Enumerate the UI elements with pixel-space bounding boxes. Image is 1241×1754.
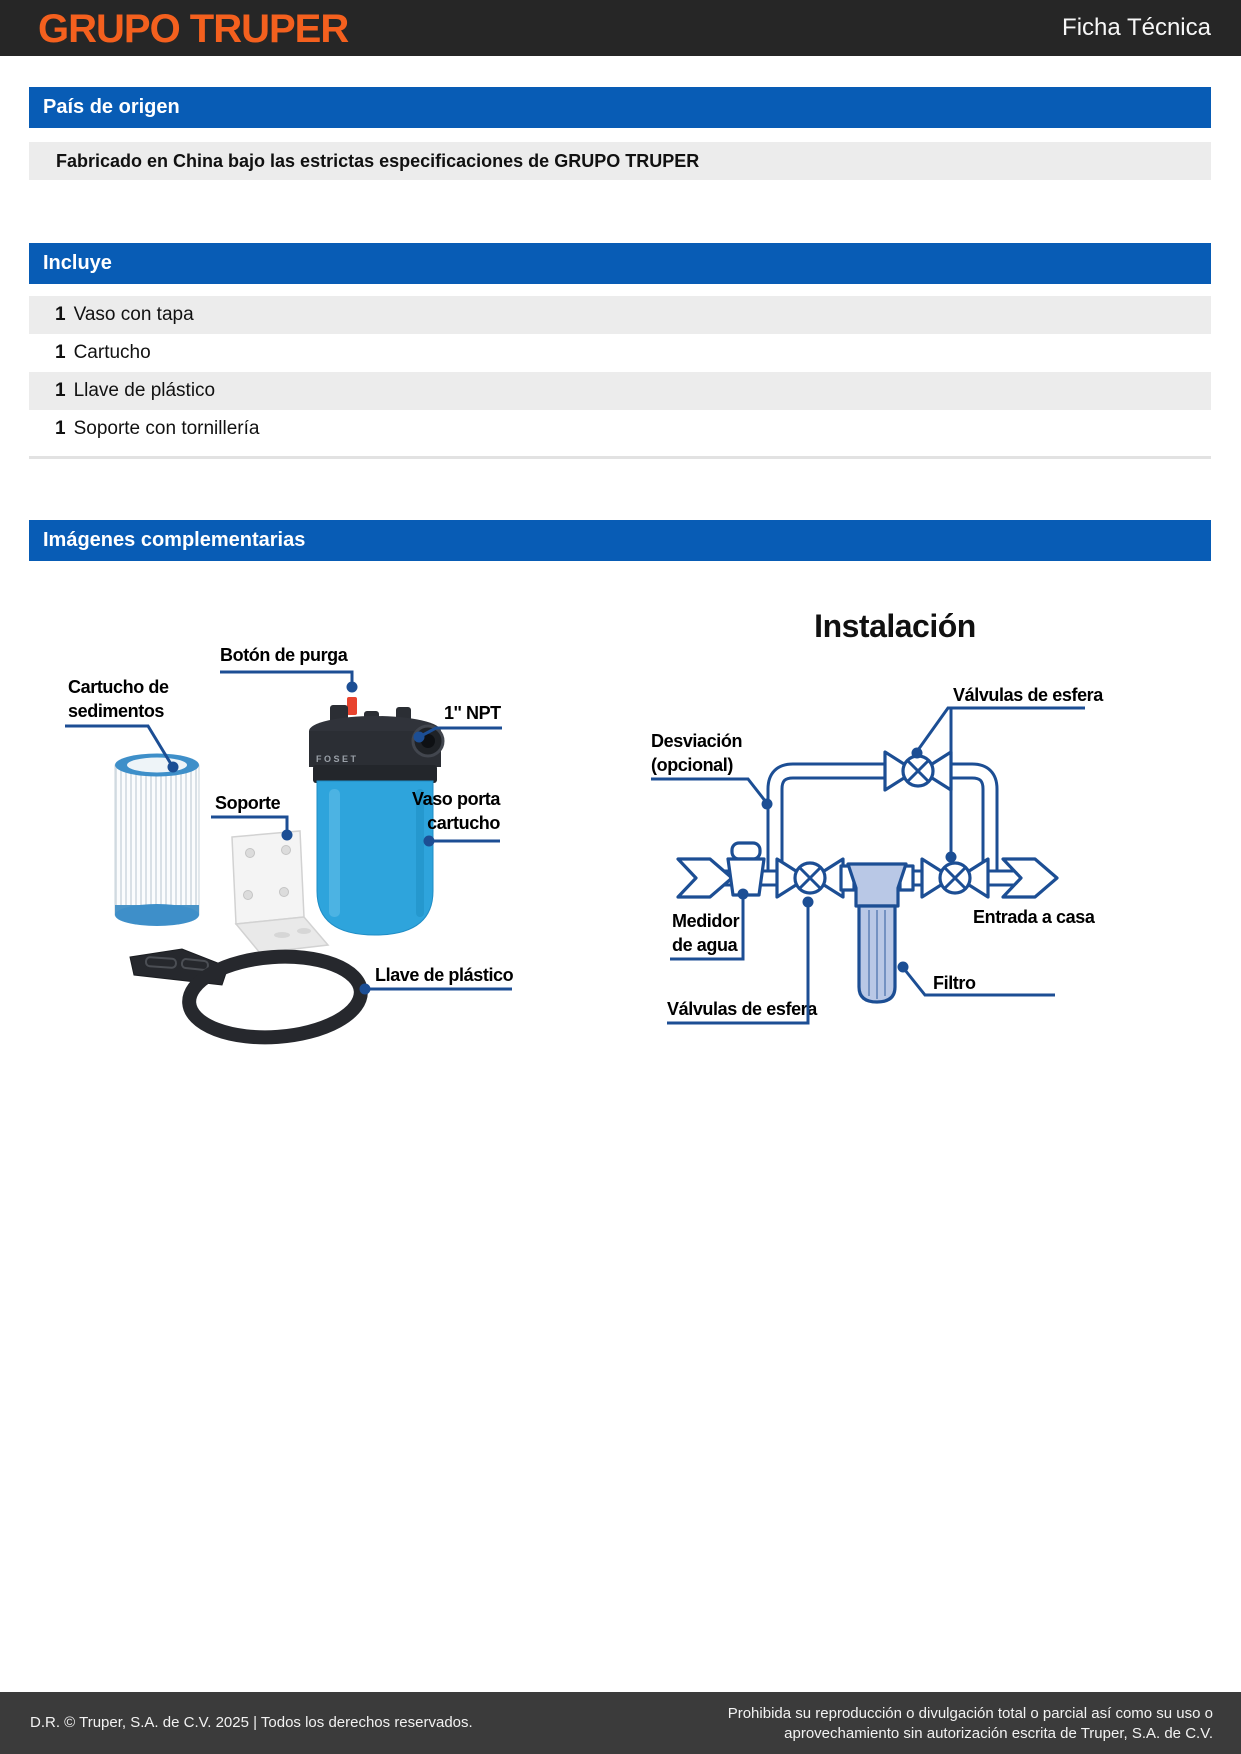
- cartridge-body: [115, 765, 199, 915]
- leader-line: [905, 970, 1055, 995]
- item-label: Cartucho: [73, 342, 151, 363]
- cartridge-bottom-cap: [115, 904, 199, 926]
- ball-valve-right: [922, 859, 988, 897]
- label-meter-line1: Medidor: [672, 911, 740, 931]
- label-vessel-line2: cartucho: [427, 813, 500, 833]
- callout-entry: [973, 907, 1096, 927]
- item-qty: 1: [55, 380, 66, 401]
- brand-logo: GRUPO TRUPER: [38, 7, 349, 51]
- label-cartridge-line2: sedimentos: [68, 701, 165, 721]
- label-meter-line2: de agua: [672, 935, 738, 955]
- leader-line: [651, 779, 766, 802]
- leader-dot: [424, 836, 435, 847]
- header-bar: [0, 0, 1241, 56]
- item-qty: 1: [55, 304, 66, 325]
- water-meter-symbol: [728, 843, 764, 895]
- label-filter: Filtro: [933, 973, 976, 993]
- wrench-ring: [186, 951, 363, 1043]
- filter-symbol: [841, 864, 913, 1002]
- footer-copyright: D.R. © Truper, S.A. de C.V. 2025 | Todos los derechos reservados.: [30, 1714, 473, 1731]
- bowl-highlight: [329, 789, 340, 917]
- leader-dot: [414, 732, 425, 743]
- label-bypass-line2: (opcional): [651, 755, 733, 775]
- label-valves-bottom: Válvulas de esfera: [667, 999, 817, 1019]
- bracket-illustration: [232, 831, 328, 953]
- wrench-illustration: [130, 949, 364, 1043]
- diagram-title: Instalación: [814, 608, 976, 644]
- bracket-hole: [244, 891, 253, 900]
- callout-filter: [898, 962, 1056, 996]
- document-type-label: Ficha Técnica: [1062, 14, 1211, 41]
- bracket-hole: [246, 849, 255, 858]
- leader-dot: [282, 830, 293, 841]
- section-title-origin: País de origen: [29, 87, 1211, 128]
- leader-dot: [360, 984, 371, 995]
- list-item: [29, 334, 1211, 372]
- section-title-includes: Incluye: [29, 243, 1211, 284]
- footer-legal: [728, 1704, 1213, 1744]
- cap-flange: [313, 765, 437, 783]
- label-valves-top: Válvulas de esfera: [953, 685, 1103, 705]
- bracket-hole: [282, 846, 291, 855]
- callout-meter: [670, 889, 749, 960]
- inlet-arrow: [678, 859, 732, 897]
- bracket-slot: [297, 928, 311, 934]
- meter-dome: [732, 843, 760, 859]
- leader-line: [918, 708, 1085, 750]
- installation-diagram: [620, 575, 1220, 1060]
- footer-bar: [0, 1692, 1241, 1754]
- item-label: Llave de plástico: [73, 380, 216, 401]
- bracket-hole: [280, 888, 289, 897]
- label-npt: 1'' NPT: [444, 703, 501, 723]
- label-bypass-line1: Desviación: [651, 731, 743, 751]
- label-bracket: Soporte: [215, 793, 281, 813]
- bracket-slot: [274, 932, 290, 938]
- label-wrench: Llave de plástico: [375, 965, 514, 985]
- item-qty: 1: [55, 342, 66, 363]
- leader-dot: [898, 962, 909, 973]
- label-purge: Botón de purga: [220, 645, 348, 665]
- product-figure: [30, 565, 530, 1075]
- leader-line: [211, 817, 287, 831]
- housing-illustration: [309, 697, 443, 935]
- section-title-images: Imágenes complementarias: [29, 520, 1211, 561]
- list-item: [29, 296, 1211, 334]
- bracket-face: [232, 831, 304, 924]
- leader-dot: [347, 682, 358, 693]
- leader-dot: [738, 889, 749, 900]
- filter-cap: [848, 864, 906, 906]
- origin-text-row: Fabricado en China bajo las estrictas especificaciones de GRUPO TRUPER: [29, 142, 1211, 180]
- footer-legal-line1: Prohibida su reproducción o divulgación total o parcial así como su uso o: [727, 1705, 1213, 1722]
- purge-button: [347, 697, 357, 715]
- item-qty: 1: [55, 418, 66, 439]
- leader-dot: [946, 852, 957, 863]
- sediment-cartridge-illustration: [115, 754, 199, 927]
- list-item: [29, 410, 1211, 448]
- leader-dot: [912, 748, 923, 759]
- item-label: Soporte con tornillería: [73, 418, 260, 439]
- cap-brand-text: FOSET: [316, 754, 359, 764]
- callout-bypass: [651, 731, 773, 810]
- ball-valve-left: [777, 859, 843, 897]
- leader-dot: [168, 762, 179, 773]
- leader-dot: [803, 897, 814, 908]
- list-item: [29, 372, 1211, 410]
- callout-wrench: [360, 965, 514, 995]
- leader-dot: [762, 799, 773, 810]
- leader-line: [220, 672, 352, 683]
- label-entry: Entrada a casa: [973, 907, 1095, 927]
- section-divider: [29, 456, 1211, 459]
- footer-legal-line2: aprovechamiento sin autorización escrita de Truper, S.A. de C.V.: [784, 1725, 1213, 1742]
- label-cartridge-line1: Cartucho de: [68, 677, 169, 697]
- item-label: Vaso con tapa: [73, 304, 194, 325]
- callout-purge-button: [220, 645, 358, 693]
- label-vessel-line1: Vaso porta: [411, 789, 500, 809]
